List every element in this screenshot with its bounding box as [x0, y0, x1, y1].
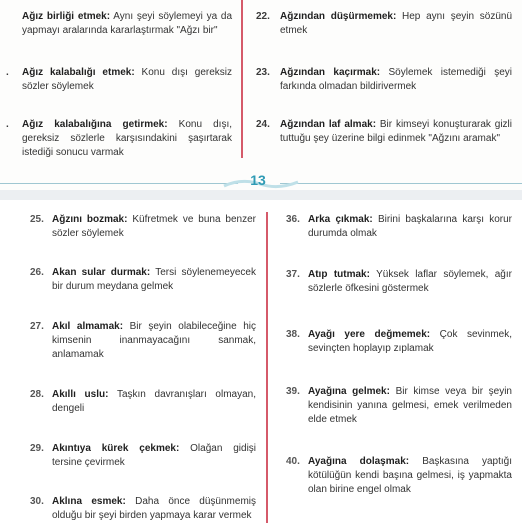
- entry-definition: Birini başkalarına karşı korur durumda olmak: [308, 214, 513, 239]
- entry-definition: Konu dışı gereksiz sözler söylemek: [22, 67, 232, 92]
- entry-number: 24.: [256, 119, 270, 130]
- entry-number: 27.: [30, 321, 44, 332]
- page-number: 13: [250, 172, 266, 188]
- entry-term: Ağız kalabalığı etmek:: [22, 67, 135, 78]
- entry-definition: Söylemek istemediği şeyi farkında olmadan bildirivermek: [280, 67, 512, 92]
- footer-rule-left: [0, 183, 238, 184]
- footer-rule-right: [280, 183, 522, 184]
- entry-term: Ağzından kaçırmak:: [280, 67, 381, 78]
- entry-number: 23.: [256, 67, 270, 78]
- entry-26: [30, 266, 256, 296]
- entry-definition: Daha önce düşünmemiş olduğu bir şeyi birden yapmaya karar vermek: [52, 496, 257, 521]
- entry-number: 29.: [30, 443, 44, 454]
- entry-36: [286, 213, 512, 243]
- entry-definition: Tersi söylenemeyecek bir durum meydana gelmek: [52, 267, 256, 292]
- entry-number: 39.: [286, 386, 300, 397]
- entry-term: Arka çıkmak:: [308, 214, 373, 225]
- entry-term: Akıntıya kürek çekmek:: [52, 443, 180, 454]
- entry-40: [286, 455, 512, 499]
- entry-25: [30, 213, 256, 243]
- entry-term: Ağzını bozmak:: [52, 214, 128, 225]
- entry-term: Ayağına gelmek:: [308, 386, 390, 397]
- entry-number: 26.: [30, 267, 44, 278]
- entry-term: Ağız kalabalığına getirmek:: [22, 119, 168, 130]
- entry-30: [30, 495, 256, 523]
- entry-definition: Başkasına yaptığı kötülüğün kendi başına gelmesi, iş yapmakta olan birine engel olmak: [308, 456, 512, 495]
- entry-number: 36.: [286, 214, 300, 225]
- page-gap-shadow: [0, 190, 522, 200]
- entry-29: [30, 442, 256, 472]
- entry-bullet: .: [6, 119, 9, 130]
- entry-term: Ağzından laf almak:: [280, 119, 377, 130]
- entry-22: [256, 10, 512, 40]
- column-divider: [241, 0, 243, 158]
- entry-term: Ayağına dolaşmak:: [308, 456, 410, 467]
- entry-definition: Küfretmek ve buna benzer sözler söylemek: [52, 214, 256, 239]
- bottom-page: [0, 202, 522, 523]
- entry-number: 37.: [286, 269, 300, 280]
- entry-definition: Bir şeyin olabileceğine hiç kimsenin inanmayacağını sanmak, anlamamak: [52, 321, 256, 360]
- entry-38: [286, 328, 512, 358]
- entry-term: Atıp tutmak:: [308, 269, 370, 280]
- entry-definition: Olağan gidişi tersine çevirmek: [52, 443, 257, 468]
- entry-number: 30.: [30, 496, 44, 507]
- entry-top-left-2: [6, 66, 232, 96]
- entry-number: 25.: [30, 214, 44, 225]
- entry-27: [30, 320, 256, 364]
- entry-definition: Aynı şeyi söylemeyi ya da yapmayı aralarında kararlaştırmak "Ağzı bir": [22, 11, 232, 36]
- entry-definition: Konu dışı, gereksiz sözlerle karşısındakini şaşırtarak istediği sonucu varmak: [22, 119, 232, 158]
- entry-term: Ayağı yere değmemek:: [308, 329, 431, 340]
- entry-definition: Bir kimse veya bir şeyin kendisinin yanına gelmesi, emek verilmeden elde etmek: [308, 386, 512, 425]
- entry-term: Ağız birliği etmek:: [22, 11, 111, 22]
- entry-37: [286, 268, 512, 298]
- column-divider: [266, 212, 268, 523]
- entry-39: [286, 385, 512, 429]
- entry-term: Ağzından düşürmemek:: [280, 11, 397, 22]
- entry-definition: Çok sevinmek, sevinçten hoplayıp zıplamak: [308, 329, 512, 354]
- entry-term: Akan sular durmak:: [52, 267, 151, 278]
- entry-definition: Taşkın davranışları olmayan, dengeli: [52, 389, 256, 414]
- entry-top-left-1: [10, 10, 232, 40]
- entry-top-left-3: [6, 118, 232, 162]
- entry-bullet: .: [6, 67, 9, 78]
- entry-definition: Yüksek laflar söylemek, ağır sözlerle öfkesini göstermek: [308, 269, 512, 294]
- entry-number: 28.: [30, 389, 44, 400]
- entry-term: Aklına esmek:: [52, 496, 126, 507]
- entry-number: 40.: [286, 456, 300, 467]
- entry-23: [256, 66, 512, 96]
- entry-28: [30, 388, 256, 418]
- entry-24: [256, 118, 512, 162]
- entry-number: 38.: [286, 329, 300, 340]
- entry-term: Akıl almamak:: [52, 321, 124, 332]
- entry-term: Akıllı uslu:: [52, 389, 109, 400]
- entry-definition: Bir kimseyi konuşturarak gizli tuttuğu şey üzerine bilgi edinmek "Ağzını aramak": [280, 119, 512, 144]
- top-page: [0, 0, 522, 196]
- entry-definition: Hep aynı şeyin sözünü etmek: [280, 11, 512, 36]
- entry-number: 22.: [256, 11, 270, 22]
